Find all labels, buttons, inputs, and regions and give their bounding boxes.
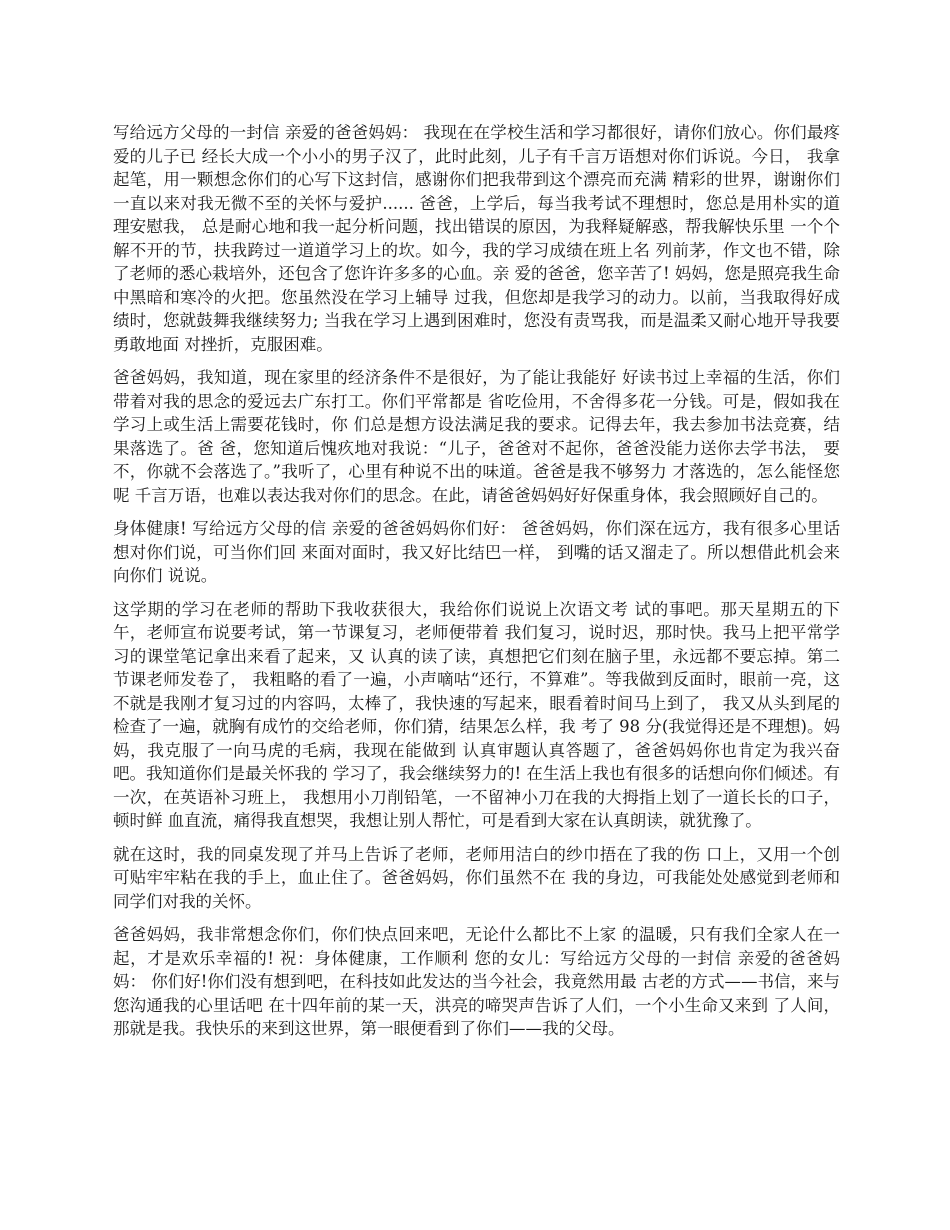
paragraph-1: 写给远方父母的一封信 亲爱的爸爸妈妈： 我现在在学校生活和学习都很好，请你们放心。你们最疼爱的儿子已 经长大成一个小小的男子汉了，此时此刻，儿子有千言万语想对你们诉说。今日， 我拿起笔，用一颗想念你们的心写下这封信，感谢你们把我带到这个漂亮而充满 精彩的世界，谢谢你们一直以来对我无微不至的关怀与爱护...... 爸爸，上学后，每当我考试不理想时，您总是用朴实的道理安慰我， 总是耐心地和我一起分析问题，找出错误的原因，为我释疑解惑，帮我解快乐里 一个个解不开的节，扶我跨过一道道学习上的坎。如今，我的学习成绩在班上名 列前茅，作文也不错，除了老师的悉心栽培外，还包含了您许许多多的心血。亲 爱的爸爸，您辛苦了! 妈妈，您是照亮我生命中黑暗和寒冷的火把。您虽然没在学习上辅导 过我，但您却是我学习的动力。以前，当我取得好成绩时，您就鼓舞我继续努力; 当我在学习上遇到困难时，您没有责骂我，而是温柔又耐心地开导我要勇敢地面 对挫折，克服困难。 xyxy=(113,123,840,354)
paragraph-5: 就在这时，我的同桌发现了并马上告诉了老师，老师用洁白的纱巾捂在了我的伤 口上，又用一个创可贴牢牢粘在我的手上，血止住了。爸爸妈妈，你们虽然不在 我的身边，可我能处处感觉到老师和同学们对我的关怀。 xyxy=(113,844,840,911)
paragraph-2: 爸爸妈妈，我知道，现在家里的经济条件不是很好，为了能让我能好 好读书过上幸福的生活，你们带着对我的思念的爱远去广东打工。你们平常都是 省吃俭用，不舍得多花一分钱。可是，假如我在学习上或生活上需要花钱时，你 们总是想方设法满足我的要求。记得去年，我去参加书法竞赛，结果落选了。爸 爸，您知道后愧疚地对我说：“儿子，爸爸对不起你，爸爸没能力送你去学书法， 要不，你就不会落选了。”我听了，心里有种说不出的味道。爸爸是我不够努力 才落选的，怎么能怪您呢 千言万语，也难以表达我对你们的思念。在此，请爸爸妈妈好好保重身体，我会照顾好自己的。 xyxy=(113,368,840,505)
paragraph-6: 爸爸妈妈，我非常想念你们，你们快点回来吧，无论什么都比不上家 的温暖，只有我们全家人在一起，才是欢乐幸福的! 祝：身体健康，工作顺利 您的女儿：写给远方父母的一封信 亲爱的爸爸妈妈： 你们好!你们没有想到吧，在科技如此发达的当今社会，我竟然用最 古老的方式——书信，来与您沟通我的心里话吧 在十四年前的某一天，洪亮的啼哭声告诉了人们，一个小生命又来到 了人间，那就是我。我快乐的来到这世界，第一眼便看到了你们——我的父母。 xyxy=(113,925,840,1038)
document-body xyxy=(113,121,840,1051)
paragraph-3: 身体健康! 写给远方父母的信 亲爱的爸爸妈妈你们好： 爸爸妈妈，你们深在远方，我有很多心里话想对你们说，可当你们回 来面对面时，我又好比结巴一样， 到嘴的话又溜走了。所以想借此机会来向你们 说说。 xyxy=(113,519,840,585)
paragraph-4: 这学期的学习在老师的帮助下我收获很大，我给你们说说上次语文考 试的事吧。那天星期五的下午，老师宣布说要考试，第一节课复习，老师便带着 我们复习，说时迟，那时快。我马上把平常学习的课堂笔记拿出来看了起来，又 认真的读了读，真想把它们刻在脑子里，永远都不要忘掉。第二节课老师发卷了， 我粗略的看了一遍，小声嘀咕“还行，不算难”。等我做到反面时，眼前一亮，这 不就是我刚才复习过的内容吗，太棒了，我快速的写起来，眼看着时间马上到了， 我又从头到尾的检查了一遍，就胸有成竹的交给老师，你们猜，结果怎么样，我 考了 98 分(我觉得还是不理想)。妈妈，我克服了一向马虎的毛病，我现在能做到 认真审题认真答题了，爸爸妈妈你也肯定为我兴奋吧。我知道你们是最关怀我的 学习了，我会继续努力的! 在生活上我也有很多的话想向你们倾述。有一次，在英语补习班上， 我想用小刀削铅笔，一不留神小刀在我的大拇指上划了一道长长的口子，顿时鲜 血直流，痛得我直想哭，我想让别人帮忙，可是看到大家在认真朗读，就犹豫了。 xyxy=(113,599,840,830)
